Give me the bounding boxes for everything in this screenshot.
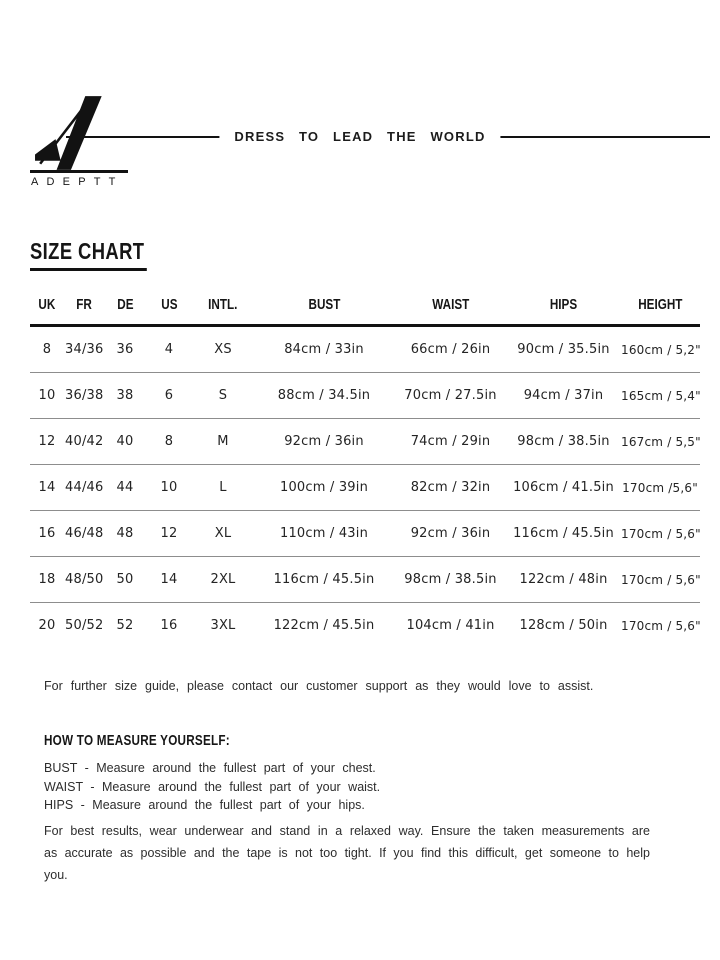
col-header-height: HEIGHT: [620, 294, 700, 326]
table-cell: 2XL: [192, 557, 254, 603]
size-table: [30, 294, 700, 648]
table-row: [30, 373, 700, 419]
table-cell: 40/42: [64, 419, 104, 465]
table-cell: 12: [146, 511, 192, 557]
table-cell: 84cm / 33in: [254, 326, 394, 373]
brand-logo-icon: [34, 96, 114, 170]
col-header-waist: WAIST: [394, 294, 507, 326]
col-header-de: DE: [104, 294, 146, 326]
col-header-uk: UK: [30, 294, 64, 326]
table-cell: 20: [38, 618, 56, 633]
measure-guide-item-bust: BUST - Measure around the fullest part of your chest.: [44, 761, 376, 775]
table-cell: 18: [30, 557, 64, 603]
table-cell: 70cm / 27.5in: [394, 373, 507, 419]
table-cell: 16: [160, 618, 178, 633]
table-cell: 50/52: [65, 618, 104, 633]
logo-underline: [30, 170, 128, 173]
table-row: [30, 557, 700, 603]
support-note: For further size guide, please contact our customer support as they would love to assist.: [44, 679, 594, 693]
table-cell: 6: [146, 373, 192, 419]
table-cell: 14: [30, 465, 64, 511]
header-row: [30, 294, 700, 326]
table-cell: 12: [30, 419, 64, 465]
table-cell: 10: [30, 373, 64, 419]
measure-guide-item-hips: HIPS - Measure around the fullest part of your hips.: [44, 798, 365, 812]
table-cell: 48: [104, 511, 146, 557]
table-cell: 170cm / 5,6": [621, 618, 701, 633]
table-cell: 122cm / 45.5in: [273, 618, 375, 633]
table-cell: 116cm / 45.5in: [507, 511, 620, 557]
table-cell: 160cm / 5,2": [620, 326, 700, 373]
table-cell: 38: [104, 373, 146, 419]
table-cell: 10: [146, 465, 192, 511]
table-cell: 90cm / 35.5in: [507, 326, 620, 373]
size-table-header: [30, 294, 700, 326]
table-cell: 167cm / 5,5": [620, 419, 700, 465]
table-row: [30, 603, 700, 649]
table-cell: 34/36: [64, 326, 104, 373]
table-row: [30, 511, 700, 557]
table-cell: 66cm / 26in: [394, 326, 507, 373]
table-cell: 92cm / 36in: [254, 419, 394, 465]
table-cell: 82cm / 32in: [394, 465, 507, 511]
table-cell: 98cm / 38.5in: [507, 419, 620, 465]
table-cell: 165cm / 5,4": [620, 373, 700, 419]
table-cell: 8: [146, 419, 192, 465]
table-cell: 128cm / 50in: [519, 618, 608, 633]
table-cell: 44/46: [64, 465, 104, 511]
table-cell: L: [192, 465, 254, 511]
col-header-bust: BUST: [254, 294, 394, 326]
measure-guide-item-waist: WAIST - Measure around the fullest part of your waist.: [44, 779, 381, 794]
table-cell: 52: [116, 618, 134, 633]
table-row: [30, 419, 700, 465]
page-title: SIZE CHART: [30, 238, 147, 271]
table-cell: 170cm /5,6": [620, 465, 700, 511]
table-cell: 94cm / 37in: [507, 373, 620, 419]
table-cell: 98cm / 38.5in: [394, 557, 507, 603]
size-table-body: [30, 326, 700, 649]
table-cell: 116cm / 45.5in: [254, 557, 394, 603]
table-cell: 110cm / 43in: [254, 511, 394, 557]
col-header-us: US: [146, 294, 192, 326]
table-cell: 104cm / 41in: [406, 618, 495, 633]
table-cell: XL: [192, 511, 254, 557]
table-cell: 16: [30, 511, 64, 557]
table-cell: 8: [30, 326, 64, 373]
table-cell: 122cm / 48in: [507, 557, 620, 603]
table-cell: 36: [104, 326, 146, 373]
table-cell: 48/50: [64, 557, 104, 603]
table-cell: XS: [192, 326, 254, 373]
table-cell: 74cm / 29in: [394, 419, 507, 465]
measure-guide-heading: HOW TO MEASURE YOURSELF:: [44, 732, 230, 749]
table-cell: S: [192, 373, 254, 419]
table-cell: 100cm / 39in: [254, 465, 394, 511]
brand-tagline: DRESS TO LEAD THE WORLD: [219, 128, 500, 145]
table-row: [30, 465, 700, 511]
table-row: [30, 326, 700, 373]
table-cell: M: [192, 419, 254, 465]
table-cell: 14: [146, 557, 192, 603]
table-cell: 106cm / 41.5in: [507, 465, 620, 511]
table-cell: 3XL: [210, 618, 236, 633]
measure-guide: [44, 732, 660, 815]
brand-wordmark: ADEPTT: [31, 176, 124, 188]
table-cell: 36/38: [64, 373, 104, 419]
table-cell: 92cm / 36in: [394, 511, 507, 557]
table-cell: 88cm / 34.5in: [254, 373, 394, 419]
table-cell: 50: [104, 557, 146, 603]
col-header-hips: HIPS: [507, 294, 620, 326]
table-cell: 40: [104, 419, 146, 465]
col-header-fr: FR: [64, 294, 104, 326]
table-cell: 46/48: [64, 511, 104, 557]
table-cell: 170cm / 5,6": [620, 511, 700, 557]
table-cell: 170cm / 5,6": [620, 557, 700, 603]
col-header-intl: INTL.: [192, 294, 254, 326]
table-cell: 4: [146, 326, 192, 373]
measurement-tips: For best results, wear underwear and stand in a relaxed way. Ensure the taken measurements are as accurate as possible and the tape is not too tight. If you find this difficult, get someone to help you.: [44, 824, 650, 882]
table-cell: 44: [104, 465, 146, 511]
